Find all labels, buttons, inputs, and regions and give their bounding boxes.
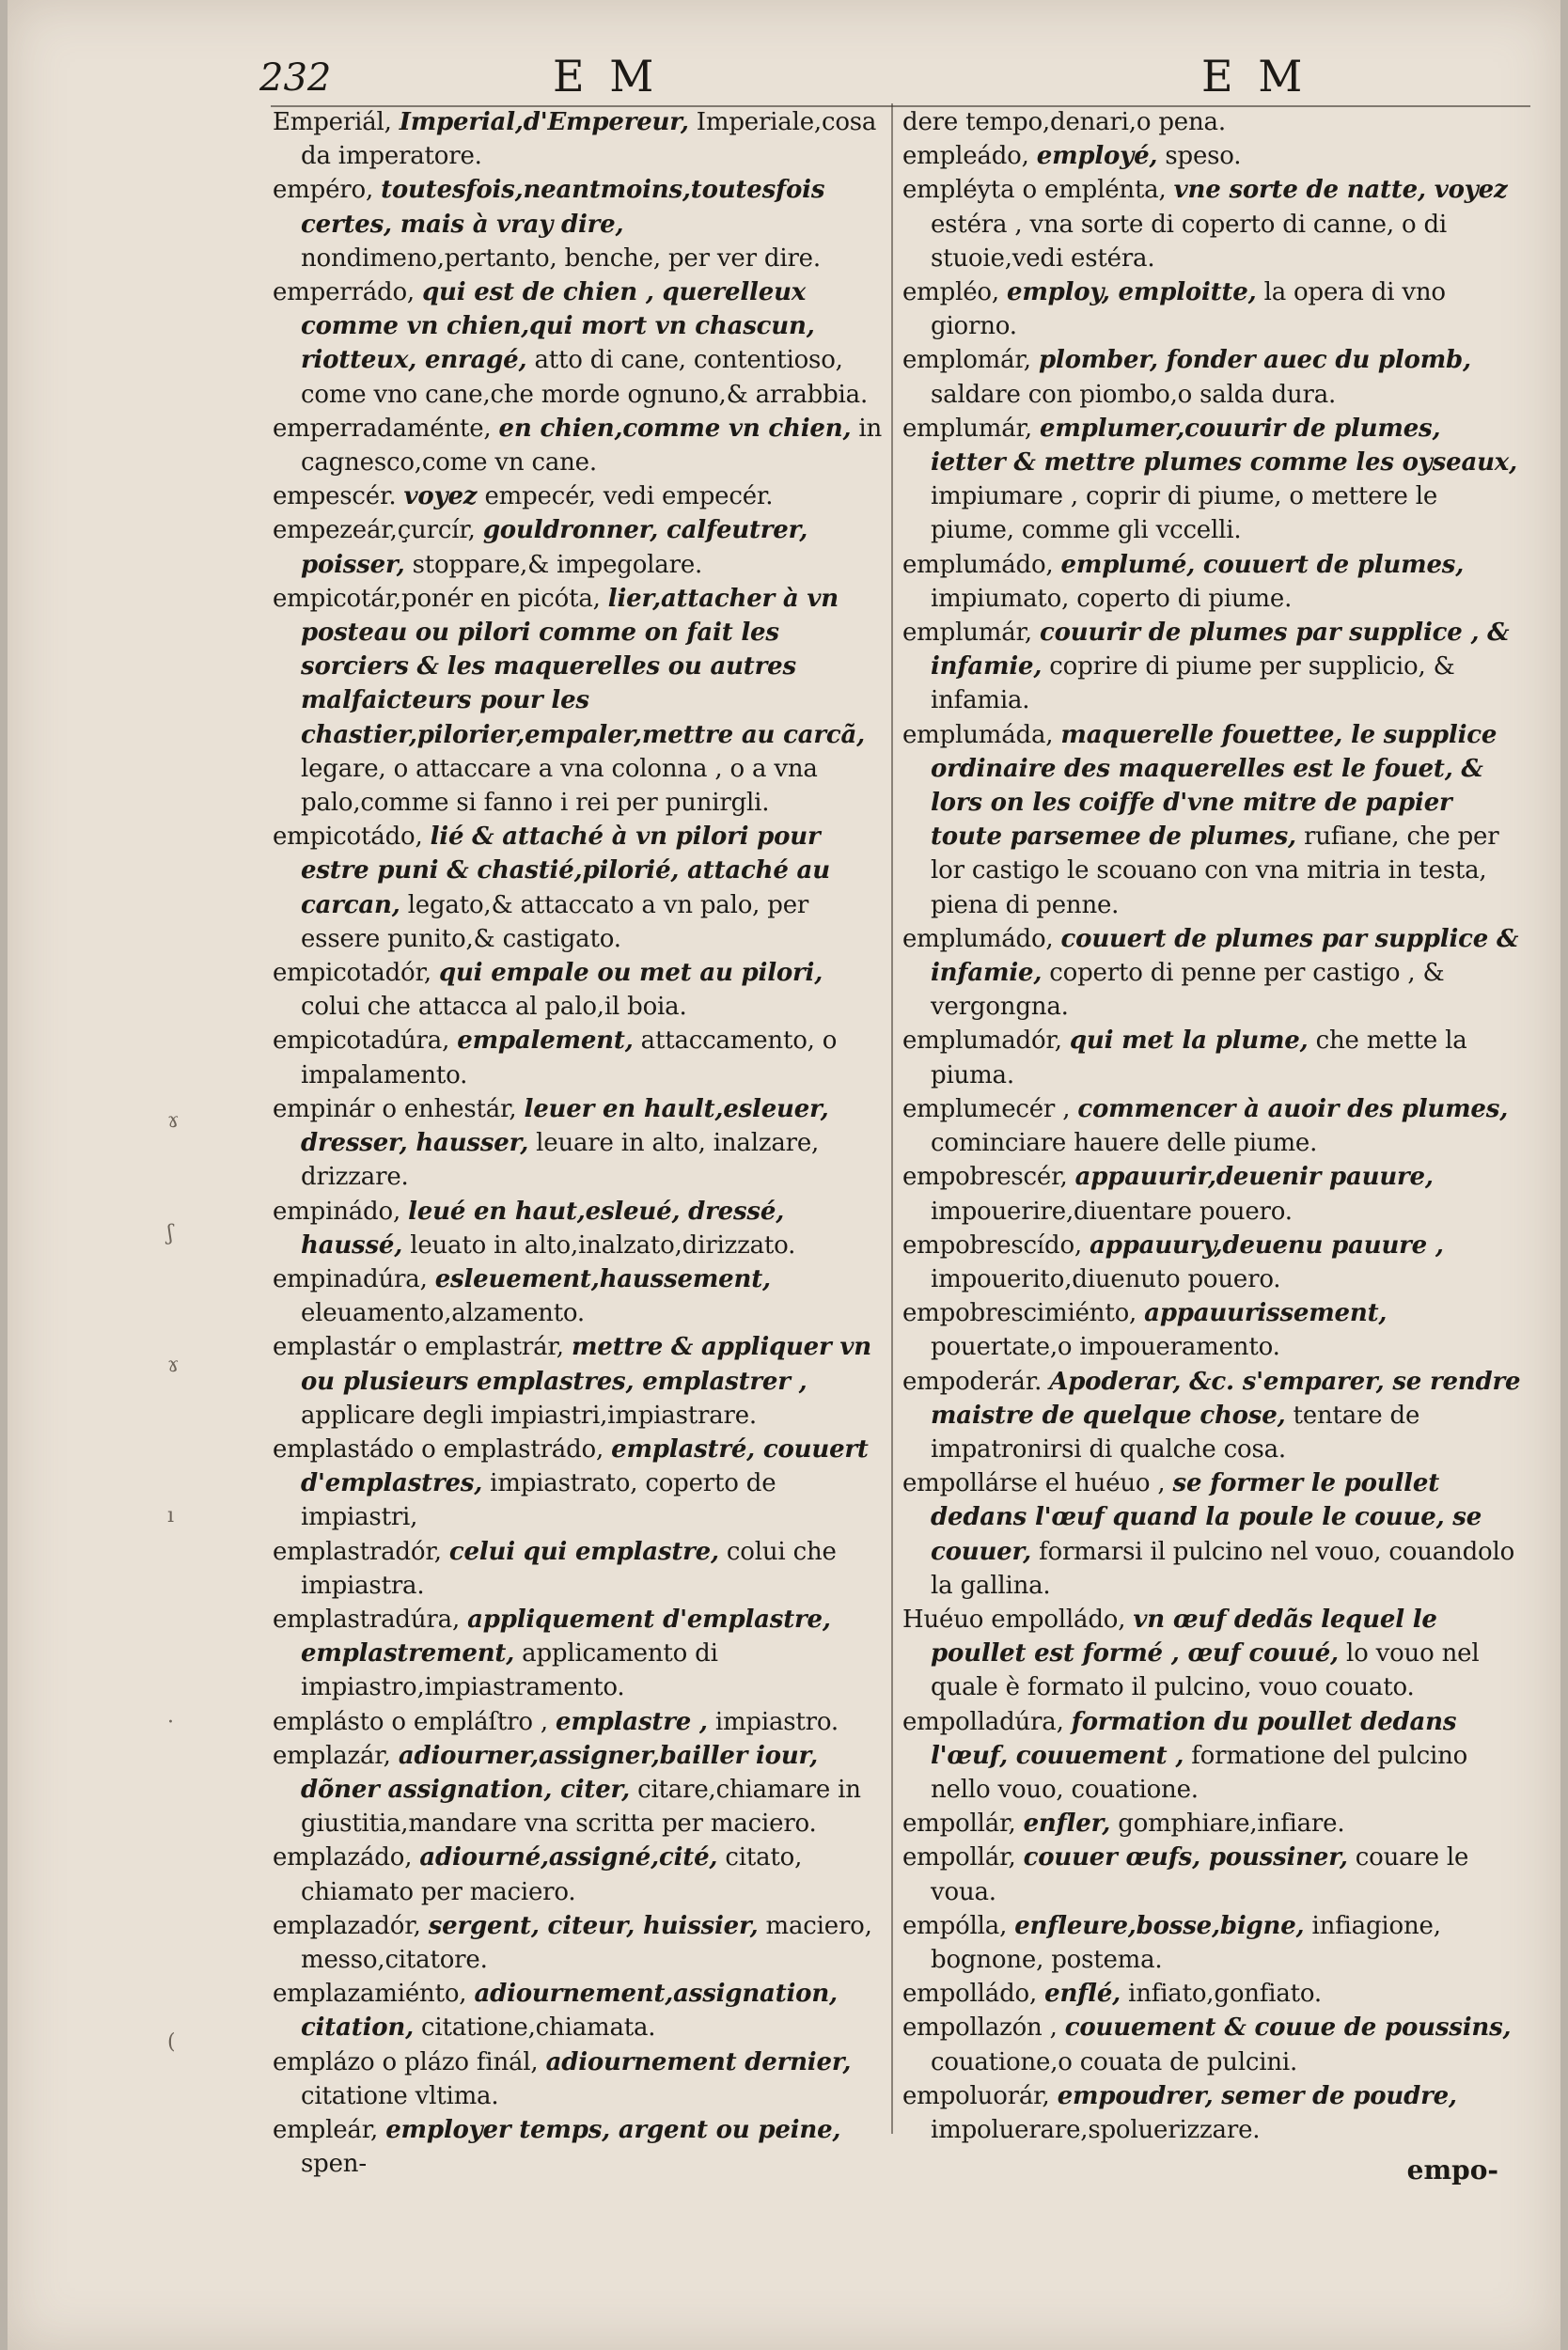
italian-gloss: in cagnesco,come vn cane. [301,414,883,478]
headword: empléyta o empléntа, [902,176,1167,205]
headword: empicotár,ponér en picóta, [273,584,601,613]
dictionary-entry [273,1195,886,1262]
italian-gloss: legato,& attaccato a vn palo, per essere punito,& castigato. [301,890,809,953]
french-gloss: enflé, [1044,1980,1121,2009]
french-gloss: couuement & couue de poussins, [1064,2013,1512,2043]
headword: emplázo o plázo finál, [273,2047,539,2076]
dictionary-entry [273,582,886,820]
dictionary-entry [273,1739,886,1841]
left-column [273,105,886,2181]
italian-gloss: tentare de impatronirsi di qualche cosa. [931,1401,1420,1464]
dictionary-entry [902,412,1523,548]
italian-gloss: couatione,o couata de pulcini. [931,2047,1298,2076]
headword: emplumádo, [902,550,1054,579]
headword: empicotádo, [273,822,423,852]
italian-gloss: la opera di vno giorno. [931,278,1446,341]
dictionary-entry [902,1160,1523,1228]
french-gloss: emplastre , [556,1707,708,1736]
french-gloss: adiournement,assignation, citation, [301,1980,838,2043]
dictionary-entry [273,1603,886,1705]
dictionary-entry [273,173,886,275]
dictionary-entry [902,1092,1523,1160]
italian-gloss: impiastrato, coperto de impiastri, [301,1469,776,1532]
headword: empobrescér, [902,1163,1068,1192]
french-gloss: employer temps, argent ou peine, [385,2115,841,2144]
french-gloss: leué en haut,esleué, dressé, haussé, [301,1197,785,1260]
french-gloss: emplastré, couuert d'emplastres, [301,1434,869,1498]
headword: emplumár, [902,414,1032,443]
dictionary-entry [273,513,886,581]
italian-gloss: impiumato, coperto di piume. [931,584,1293,613]
french-gloss: plomber, fonder auec du plomb, [1038,346,1471,375]
dictionary-entry [273,275,886,412]
french-gloss: vn œuf dedãs lequel le poullet est formé , œuf couué, [931,1605,1437,1668]
dictionary-entry [902,1365,1523,1467]
french-gloss: appauurissement, [1144,1299,1388,1328]
french-gloss: adiourner,assigner,bailler iour, dõner assignation, citer, [301,1741,818,1804]
french-gloss: adiournement dernier, [545,2047,852,2076]
dictionary-entry [273,1977,886,2044]
french-gloss: mettre & appliquer vn ou plusieurs emplastres, emplastrer , [301,1333,871,1396]
italian-gloss: Imperiale,cosa da imperatore. [301,108,877,171]
french-gloss: qui met la plume, [1069,1026,1309,1056]
italian-gloss: applicamento di impiastro,impiastramento. [301,1639,718,1702]
headword: empoluorár, [902,2081,1050,2110]
italian-gloss: infiagione, bognone, postema. [931,1911,1441,1974]
italian-gloss: colui che impiastra. [301,1537,837,1600]
french-gloss: couurir de plumes par supplice , & infamie, [931,619,1510,682]
dictionary-entry [273,1024,886,1091]
italian-gloss: spen- [301,2150,367,2179]
italian-gloss: citatione vltima. [301,2081,499,2110]
dictionary-entry [273,1535,886,1603]
dictionary-entry [273,412,886,479]
dictionary-entry [902,718,1523,922]
headword: empicotadúra, [273,1026,450,1056]
italian-gloss: maciero, messo,citatore. [301,1911,872,1974]
italian-gloss: legare, o attaccare a vna colonna , o a vna palo,comme si fanno i rei per punirgli. [301,754,818,818]
dictionary-entry [273,2045,886,2113]
french-gloss: maquerelle fouettee, le supplice ordinaire des maquerelles est le fouet, & lors on les coiffe d'vne mitre de papier toute parsemee de plumes, [931,720,1497,852]
italian-gloss: leuare in alto, inalzare, drizzare. [301,1129,820,1192]
dictionary-entry [902,1603,1523,1705]
french-gloss: leuer en hault,esleuer, dresser, hausser, [301,1094,829,1158]
french-gloss: Apoderar, &c. s'emparer, se rendre maistre de quelque chose, [931,1367,1521,1430]
italian-gloss: empecér, vedi empecér. [484,482,774,511]
italian-gloss: impiastro. [714,1707,839,1736]
headword: empobrescimiénto, [902,1299,1137,1328]
french-gloss: emplumé, couuert de plumes, [1060,550,1465,579]
french-gloss: esleuement,haussement, [434,1264,771,1293]
dictionary-entry [902,105,1523,139]
french-gloss: couuert de plumes par supplice & infamie, [931,924,1519,988]
dictionary-entry [902,548,1523,616]
french-gloss: appauurir,deuenir pauure, [1074,1163,1434,1192]
right-column [902,105,1523,2147]
french-gloss: se former le poullet dedans l'œuf quand la poule le couue, se couuer, [931,1469,1482,1566]
dictionary-entry [902,173,1523,275]
headword: emplastádo o emplastrádo, [273,1434,604,1464]
dictionary-entry [902,616,1523,718]
dictionary-entry [902,139,1523,173]
french-gloss: en chien,comme vn chien, [498,414,852,443]
italian-gloss: attaccamento, o impalamento. [301,1026,838,1089]
french-gloss: enfler, [1023,1810,1111,1839]
headword: emplumadór, [902,1026,1062,1056]
headword: empleár, [273,2115,379,2144]
italian-gloss: rufiane, che per lor castigo le scouano con vna mitria in testa, piena di penne. [931,822,1499,919]
french-gloss: appliquement d'emplastre, emplastrement, [301,1605,831,1668]
italian-gloss: lo vouo nel quale è formato il pulcino, vouo couato. [931,1639,1480,1702]
italian-gloss: couare le voua. [931,1843,1469,1906]
dictionary-entry [273,105,886,173]
french-gloss: lier,attacher à vn posteau ou pilori comme on fait les sorciers & les maquerelles ou autres malfaicteurs pour les chastier,pilorier,empaler,mettre au carcã, [301,584,865,749]
headword: emplumecér , [902,1094,1071,1123]
dictionary-entry [902,1841,1523,1908]
french-gloss: voyez [403,482,478,511]
dictionary-entry [902,2079,1523,2147]
headword: empezeár,çurcír, [273,516,476,545]
headword: emplumáda, [902,720,1054,749]
headword: emplastradúra, [273,1605,461,1634]
headword: emperrádo, [273,278,415,307]
headword: empicotadór, [273,959,431,988]
dictionary-entry [902,343,1523,411]
dictionary-entry [273,1433,886,1535]
italian-gloss: gomphiare,infiare. [1118,1810,1345,1839]
italian-gloss: saldare con piombo,o salda dura. [931,380,1337,409]
dictionary-entry [273,1909,886,1977]
dictionary-entry [273,1705,886,1739]
headword: empollár, [902,1810,1016,1839]
dictionary-entry [902,1466,1523,1603]
french-gloss: employé, [1036,142,1158,171]
dictionary-entry [902,1807,1523,1841]
page-header [8,38,1560,103]
italian-gloss: che mette la piuma. [931,1026,1467,1089]
headword: empescér. [273,482,397,511]
headword: emplazamiénto, [273,1980,467,2009]
italian-gloss: coprire di piume per supplicio, & infamia. [931,652,1455,715]
running-head-right: E M [1201,51,1309,102]
italian-gloss: applicare degli impiastri,impiastrare. [301,1401,757,1430]
dictionary-entry [273,1841,886,1908]
headword: empobrescído, [902,1230,1082,1260]
headword: emperradaménte, [273,414,492,443]
dictionary-entry [902,1705,1523,1808]
headword: empléo, [902,278,999,307]
italian-gloss: speso. [1165,142,1242,171]
dictionary-entry [273,2113,886,2181]
dictionary-page [8,0,1560,2350]
dictionary-entry [902,1229,1523,1296]
catchword: empo- [1406,2154,1498,2186]
french-gloss: enfleure,bosse,bigne, [1014,1911,1305,1940]
italian-gloss: nondimeno,pertanto, benche, per ver dire. [301,243,821,273]
headword: empolladúra, [902,1707,1064,1736]
french-gloss: adiourné,assigné,cité, [419,1843,718,1872]
french-gloss: empoudrer, semer de poudre, [1057,2081,1457,2110]
italian-gloss: stoppare,& impegolare. [412,550,703,579]
french-gloss: couuer œufs, poussiner, [1023,1843,1348,1872]
italian-gloss: impoluerare,spoluerizzare. [931,2115,1261,2144]
headword: empollazón , [902,2013,1058,2043]
italian-gloss: impiumare , coprir di piume, o mettere le piume, comme gli vccelli. [931,482,1438,545]
french-gloss: empalement, [457,1026,634,1056]
italian-gloss: colui che attacca al palo,il boia. [301,993,687,1022]
french-gloss: employ, emploitte, [1006,278,1257,307]
headword: emplastradór, [273,1537,442,1566]
headword: emplásto o empláſtro , [273,1707,548,1736]
italian-gloss: formarsi il pulcino nel vouo, couandolo la gallina. [931,1537,1515,1600]
french-gloss: lié & attaché à vn pilori pour estre puni & chastié,pilorié, attaché au carcan, [301,822,830,919]
dictionary-entry [273,479,886,513]
column-divider [891,103,893,2134]
headword: empleádo, [902,142,1029,171]
dictionary-entry [273,1330,886,1433]
italian-gloss: leuato in alto,inalzato,dirizzato. [410,1230,796,1260]
italian-gloss: impouerire,diuentare pouero. [931,1197,1293,1226]
headword: emplazár, [273,1741,391,1770]
italian-gloss: eleuamento,alzamento. [301,1299,585,1328]
italian-gloss: citare,chiamare in giustitia,mandare vna scritta per maciero. [301,1775,861,1839]
headword: emplastár o emplastrár, [273,1333,564,1362]
headword: empollár, [902,1843,1016,1872]
headword: Huéuo empolládo, [902,1605,1126,1634]
dictionary-entry [902,2011,1523,2078]
french-gloss: gouldronner, calfeutrer, poisser, [301,516,808,579]
headword: empollárse el huéuo , [902,1469,1166,1498]
running-head-left: E M [553,51,660,102]
italian-gloss: citatione,chiamata. [421,2013,656,2043]
headword: empinádo, [273,1197,401,1226]
french-gloss: celui qui emplastre, [448,1537,719,1566]
headword: empéro, [273,176,374,205]
french-gloss: commencer à auoir des plumes, [1077,1094,1509,1123]
french-gloss: qui est de chien , querelleux comme vn chien,qui mort vn chascun, riotteux, enragé, [301,278,815,375]
french-gloss: appauury,deuenu pauure , [1090,1230,1444,1260]
italian-gloss: impouerito,diuenuto pouero. [931,1264,1281,1293]
headword: emplumádo, [902,924,1054,953]
dictionary-entry [902,275,1523,343]
french-gloss: vne sorte de natte, voyez [1173,176,1508,205]
french-gloss: sergent, citeur, huissier, [428,1911,759,1940]
french-gloss: Imperial,d'Empereur, [399,108,689,136]
italian-gloss: coperto di penne per castigo , & vergongna. [931,959,1445,1022]
italian-gloss: estéra , vna sorte di coperto di canne, o di stuoie,vedi estéra. [931,210,1448,273]
italian-gloss: dere tempo,denari,o pena. [902,108,1226,136]
dictionary-entry [273,1092,886,1195]
dictionary-entry [902,1909,1523,1977]
french-gloss: qui empale ou met au pilori, [438,959,823,988]
dictionary-entry [902,1024,1523,1091]
italian-gloss: atto di cane, contentioso, come vno cane,che morde ognuno,& arrabbia. [301,346,869,409]
headword: empolládo, [902,1980,1038,2009]
headword: emplazádo, [273,1843,413,1872]
dictionary-entry [273,1262,886,1330]
headword: empólla, [902,1911,1008,1940]
italian-gloss: formatione del pulcino nello vouo, couatione. [931,1741,1468,1804]
headword: empoderár. [902,1367,1043,1396]
dictionary-entry [273,956,886,1024]
italian-gloss: pouertate,o impoueramento. [931,1333,1280,1362]
headword: emplazadór, [273,1911,421,1940]
headword: emplomár, [902,346,1031,375]
french-gloss: emplumer,couurir de plumes, ietter & mettre plumes comme les oyseaux, [931,414,1517,478]
french-gloss: toutesfois,neantmoins,toutesfois certes, mais à vray dire, [301,176,825,239]
headword: emplumár, [902,619,1032,648]
italian-gloss: infiato,gonfiato. [1128,1980,1322,2009]
french-gloss: formation du poullet dedans l'œuf, couuement , [931,1707,1457,1770]
dictionary-entry [273,820,886,956]
dictionary-entry [902,1296,1523,1364]
dictionary-entry [902,922,1523,1025]
headword: empinadúra, [273,1264,428,1293]
headword: empinár o enhestár, [273,1094,517,1123]
dictionary-entry [902,1977,1523,2011]
italian-gloss: citato, chiamato per maciero. [301,1843,803,1906]
margin-annotations: ɤ ʃ ɤ ı · ( [167,1109,180,2054]
page-number: 232 [259,56,332,100]
italian-gloss: cominciare hauere delle piume. [931,1129,1318,1158]
headword: Emperiál, [273,108,392,136]
